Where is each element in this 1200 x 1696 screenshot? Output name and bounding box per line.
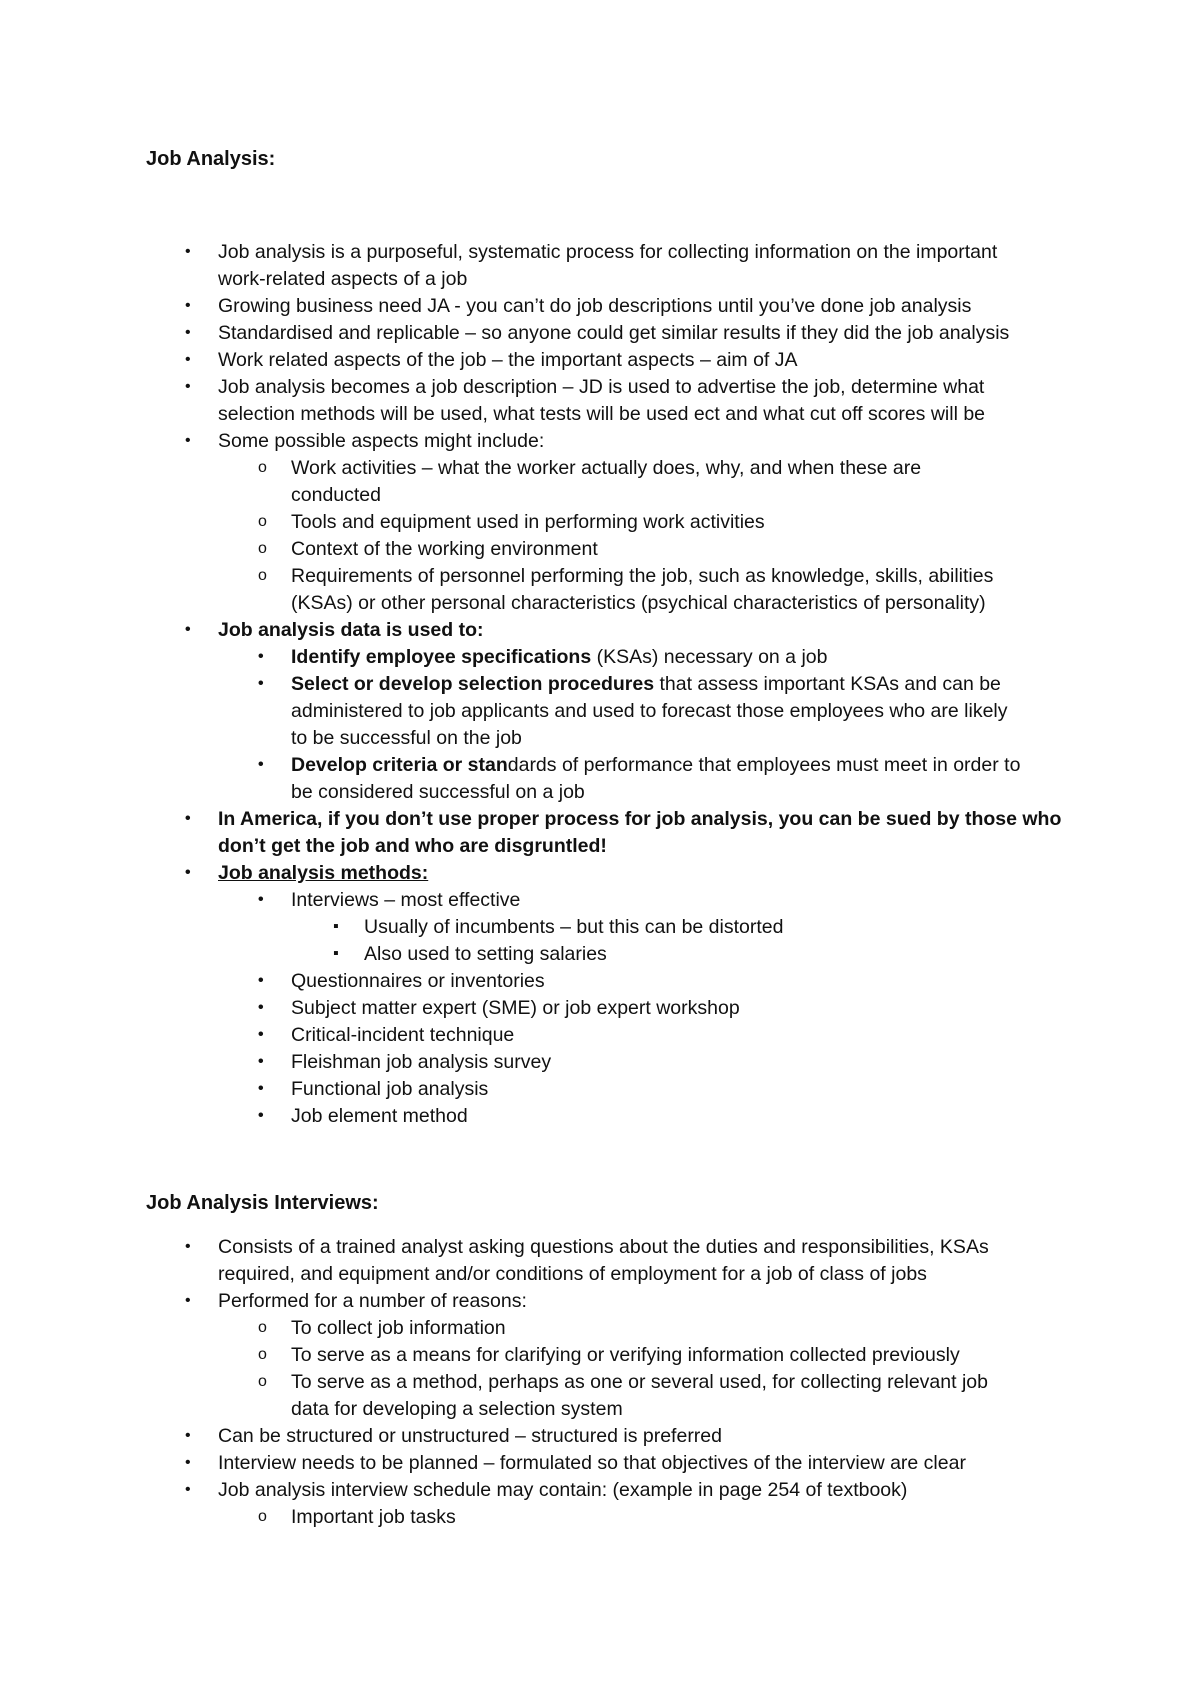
list-item: Context of the working environment bbox=[291, 538, 598, 560]
list-item: Subject matter expert (SME) or job expert workshop bbox=[291, 997, 740, 1019]
list-item-continuation: work-related aspects of a job bbox=[218, 268, 468, 290]
list-item: Fleishman job analysis survey bbox=[291, 1051, 552, 1073]
list-item-continuation: required, and equipment and/or conditions of employment for a job of class of jobs bbox=[218, 1263, 927, 1285]
bullet-disc-icon: • bbox=[185, 1238, 191, 1255]
list-item: Interviews – most effective bbox=[291, 889, 521, 911]
list-item: Work related aspects of the job – the important aspects – aim of JA bbox=[218, 349, 798, 371]
bullet-disc-icon: • bbox=[185, 1481, 191, 1498]
bullet-disc-icon: • bbox=[185, 432, 191, 449]
list-item-bold: In America, if you don’t use proper process for job analysis, you can be sued by those who bbox=[218, 808, 1062, 830]
list-item: Some possible aspects might include: bbox=[218, 430, 545, 452]
list-item: Requirements of personnel performing the job, such as knowledge, skills, abilities bbox=[291, 565, 994, 587]
list-item: Critical-incident technique bbox=[291, 1024, 515, 1046]
list-item: Work activities – what the worker actually does, why, and when these are bbox=[291, 457, 922, 479]
bullet-disc-icon: • bbox=[258, 972, 264, 989]
list-item: Performed for a number of reasons: bbox=[218, 1290, 527, 1312]
bullet-disc-icon: • bbox=[185, 810, 191, 827]
list-item: Job analysis is a purposeful, systematic process for collecting information on the important bbox=[218, 241, 998, 263]
list-item-bold: Job analysis data is used to: bbox=[218, 619, 484, 641]
list-item-continuation: selection methods will be used, what tests will be used ect and what cut off scores will be bbox=[218, 403, 986, 425]
list-item: Can be structured or unstructured – structured is preferred bbox=[218, 1425, 722, 1447]
list-item-continuation: administered to job applicants and used to forecast those employees who are likely bbox=[291, 700, 1008, 722]
list-item-continuation: to be successful on the job bbox=[291, 727, 522, 749]
bullet-disc-icon: • bbox=[258, 891, 264, 908]
bullet-disc-icon: • bbox=[258, 1107, 264, 1124]
list-item: Consists of a trained analyst asking questions about the duties and responsibilities, KSAs bbox=[218, 1236, 989, 1258]
bullet-circle-icon: o bbox=[258, 513, 267, 530]
list-item bbox=[291, 753, 1020, 777]
list-item bbox=[291, 645, 827, 669]
bullet-disc-icon: • bbox=[185, 243, 191, 260]
section-heading-interviews: Job Analysis Interviews: bbox=[146, 1192, 379, 1214]
bullet-circle-icon: o bbox=[258, 1319, 267, 1336]
section-heading-job-analysis: Job Analysis: bbox=[146, 148, 276, 170]
phrase: dards of performance that employees must meet in order to bbox=[507, 754, 1021, 776]
bullet-square-icon: ▪ bbox=[333, 945, 339, 962]
bullet-disc-icon: • bbox=[185, 864, 191, 881]
bullet-disc-icon: • bbox=[258, 1080, 264, 1097]
bullet-disc-icon: • bbox=[185, 297, 191, 314]
bullet-disc-icon: • bbox=[185, 1427, 191, 1444]
bullet-disc-icon: • bbox=[258, 675, 264, 692]
bullet-disc-icon: • bbox=[258, 1053, 264, 1070]
list-item: To serve as a means for clarifying or verifying information collected previously bbox=[291, 1344, 960, 1366]
list-item bbox=[291, 672, 1001, 696]
bullet-disc-icon: • bbox=[258, 648, 264, 665]
bullet-disc-icon: • bbox=[185, 378, 191, 395]
bullet-circle-icon: o bbox=[258, 1508, 267, 1525]
list-item: Tools and equipment used in performing work activities bbox=[291, 511, 765, 533]
bullet-circle-icon: o bbox=[258, 1373, 267, 1390]
list-item-continuation: be considered successful on a job bbox=[291, 781, 585, 803]
bullet-circle-icon: o bbox=[258, 459, 267, 476]
list-item: Job element method bbox=[291, 1105, 468, 1127]
bullet-disc-icon: • bbox=[185, 324, 191, 341]
list-item: Job analysis interview schedule may contain: (example in page 254 of textbook) bbox=[218, 1479, 908, 1501]
list-item-continuation: data for developing a selection system bbox=[291, 1398, 623, 1420]
bullet-disc-icon: • bbox=[185, 1292, 191, 1309]
bold-phrase: Identify employee specifications bbox=[291, 646, 592, 668]
bullet-disc-icon: • bbox=[185, 621, 191, 638]
list-item: Interview needs to be planned – formulated so that objectives of the interview are clear bbox=[218, 1452, 966, 1474]
bold-phrase: Develop criteria or stan bbox=[291, 754, 508, 776]
bullet-square-icon: ▪ bbox=[333, 918, 339, 935]
list-item-continuation: don’t get the job and who are disgruntled! bbox=[218, 835, 607, 857]
bullet-circle-icon: o bbox=[258, 540, 267, 557]
list-item: Questionnaires or inventories bbox=[291, 970, 545, 992]
bullet-disc-icon: • bbox=[258, 756, 264, 773]
list-item: Usually of incumbents – but this can be distorted bbox=[364, 916, 784, 938]
list-item: Growing business need JA - you can’t do job descriptions until you’ve done job analysis bbox=[218, 295, 972, 317]
list-item-continuation: (KSAs) or other personal characteristics (psychical characteristics of personality) bbox=[291, 592, 986, 614]
bullet-circle-icon: o bbox=[258, 1346, 267, 1363]
phrase: that assess important KSAs and can be bbox=[654, 673, 1001, 695]
phrase: (KSAs) necessary on a job bbox=[591, 646, 828, 668]
bullet-disc-icon: • bbox=[258, 999, 264, 1016]
bullet-circle-icon: o bbox=[258, 567, 267, 584]
bullet-disc-icon: • bbox=[258, 1026, 264, 1043]
list-item: Functional job analysis bbox=[291, 1078, 489, 1100]
list-item: Standardised and replicable – so anyone could get similar results if they did the job analysis bbox=[218, 322, 1010, 344]
list-item: Also used to setting salaries bbox=[364, 943, 607, 965]
list-item: To collect job information bbox=[291, 1317, 506, 1339]
list-item-continuation: conducted bbox=[291, 484, 381, 506]
list-item: To serve as a method, perhaps as one or several used, for collecting relevant job bbox=[291, 1371, 988, 1393]
list-item: Important job tasks bbox=[291, 1506, 456, 1528]
list-item-heading: Job analysis methods: bbox=[218, 862, 429, 884]
bullet-disc-icon: • bbox=[185, 1454, 191, 1471]
list-item: Job analysis becomes a job description – JD is used to advertise the job, determine what bbox=[218, 376, 985, 398]
bold-phrase: Select or develop selection procedures bbox=[291, 673, 655, 695]
bullet-disc-icon: • bbox=[185, 351, 191, 368]
